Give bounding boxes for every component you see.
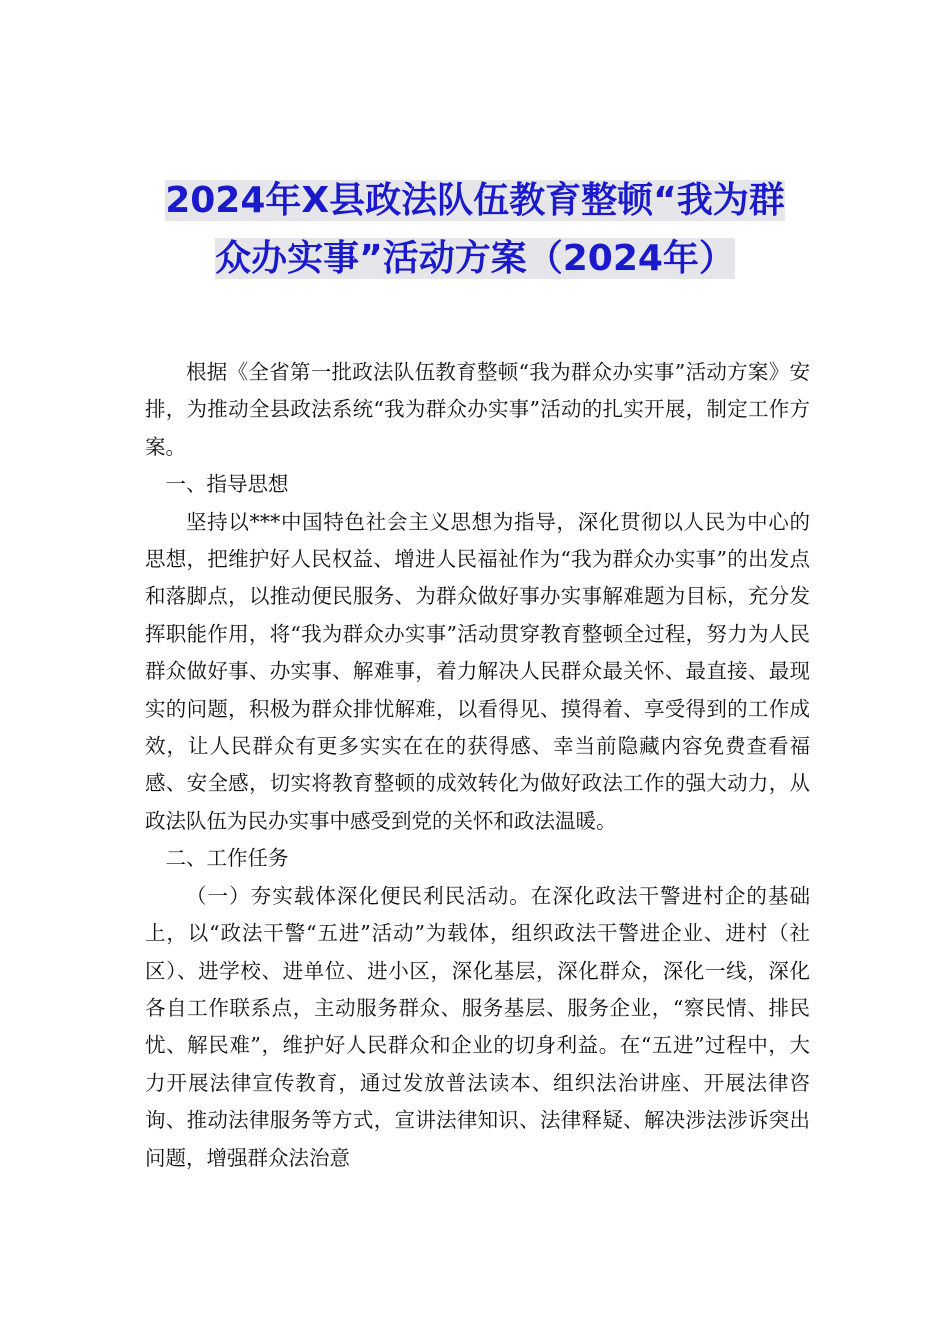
title-line-2: 众办实事”活动方案（2024年） [215, 238, 735, 279]
work-task-item-1-paragraph: （一）夯实载体深化便民利民活动。在深化政法干警进村企的基础上，以“政法干警“五进”活动”为载体，组织政法干警进企业、进村（社区）、进学校、进单位、进小区，深化基层，深化群众，深化一线，深化各自工作联系点，主动服务群众、服务基层、服务企业，“察民情、排民忧、解民难”，维护好人民群众和企业的切身利益。在“五进”过程中，大力开展法律宣传教育，通过发放普法读本、组织法治讲座、开展法律咨询、推动法律服务等方式，宣讲法律知识、法律释疑、解决涉法涉诉突出问题，增强群众法治意 [145, 883, 810, 1170]
intro-paragraph: 根据《全省第一批政法队伍教育整顿“我为群众办实事”活动方案》安排，为推动全县政法系统“我为群众办实事”活动的扎实开展，制定工作方案。 [145, 360, 810, 459]
guiding-ideology-paragraph: 坚持以***中国特色社会主义思想为指导，深化贯彻以人民为中心的思想，把维护好人民权益、增进人民福祉作为“我为群众办实事”的出发点和落脚点，以推动便民服务、为群众做好事办实事解难题为目标，充分发挥职能作用，将“我为群众办实事”活动贯穿教育整顿全过程，努力为人民群众做好事、办实事、解难事，着力解决人民群众最关怀、最直接、最现实的问题，积极为群众排忧解难，以看得见、摸得着、享受得到的工作成效，让人民群众有更多实实在在的获得感、幸当前隐藏内容免费查看福感、安全感，切实将教育整顿的成效转化为做好政法工作的强大动力，从政法队伍为民办实事中感受到党的关怀和政法温暖。 [145, 509, 810, 833]
document-title [120, 172, 830, 288]
section-heading-guiding-ideology: 一、指导思想 [165, 472, 289, 497]
section-heading-work-tasks: 二、工作任务 [165, 846, 289, 871]
document-body [145, 354, 810, 1177]
title-line-1: 2024年X县政法队伍教育整顿“我为群 [165, 180, 785, 221]
